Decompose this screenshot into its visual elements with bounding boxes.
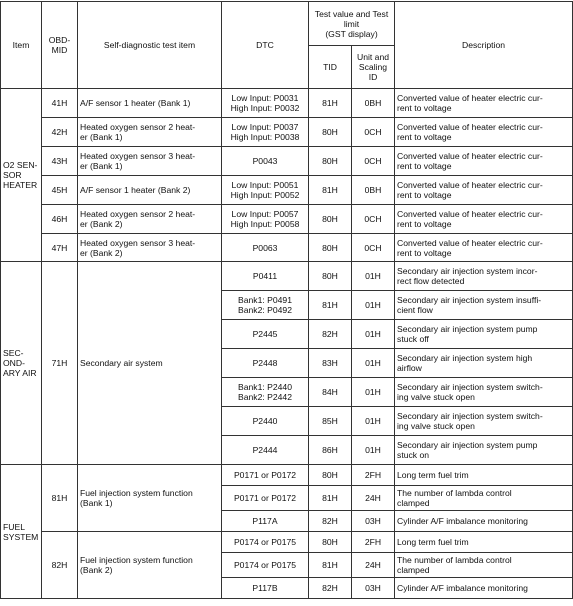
obd-mid-cell: 41H: [42, 89, 78, 118]
dtc-cell: P2440: [222, 407, 309, 436]
description-cell: Converted value of heater electric cur- rent to voltage: [395, 89, 573, 118]
tid-cell: 80H: [309, 118, 352, 147]
dtc-cell: P0174 or P0175: [222, 532, 309, 553]
dtc-cell: P0171 or P0172: [222, 465, 309, 486]
unit-cell: 03H: [352, 511, 395, 532]
item-secondary-air: SEC- OND- ARY AIR: [1, 262, 42, 465]
unit-cell: 0CH: [352, 205, 395, 234]
dtc-cell: Low Input: P0031 High Input: P0032: [222, 89, 309, 118]
header-dtc: DTC: [222, 2, 309, 89]
tid-cell: 85H: [309, 407, 352, 436]
diagnostic-table: [0, 1, 573, 599]
unit-cell: 01H: [352, 436, 395, 465]
obd-mid-cell: 47H: [42, 234, 78, 262]
test-item-cell: Secondary air system: [78, 262, 222, 465]
table-row: [1, 147, 573, 176]
dtc-cell: P2448: [222, 349, 309, 378]
description-cell: Converted value of heater electric cur- rent to voltage: [395, 147, 573, 176]
dtc-cell: Bank1: P2440 Bank2: P2442: [222, 378, 309, 407]
table-row: [1, 465, 573, 486]
test-item-cell: Fuel injection system function (Bank 2): [78, 532, 222, 599]
unit-cell: 01H: [352, 407, 395, 436]
description-cell: Converted value of heater electric cur- rent to voltage: [395, 176, 573, 205]
unit-cell: 24H: [352, 486, 395, 511]
tid-cell: 84H: [309, 378, 352, 407]
dtc-cell: Bank1: P0491 Bank2: P0492: [222, 291, 309, 320]
dtc-cell: P117A: [222, 511, 309, 532]
dtc-cell: P0411: [222, 262, 309, 291]
tid-cell: 81H: [309, 553, 352, 578]
description-cell: The number of lambda control clamped: [395, 486, 573, 511]
obd-mid-cell: 43H: [42, 147, 78, 176]
unit-cell: 01H: [352, 320, 395, 349]
dtc-cell: P2444: [222, 436, 309, 465]
dtc-cell: P0174 or P0175: [222, 553, 309, 578]
obd-mid-cell: 46H: [42, 205, 78, 234]
description-cell: Long term fuel trim: [395, 465, 573, 486]
tid-cell: 80H: [309, 147, 352, 176]
description-cell: Secondary air injection system pump stuck off: [395, 320, 573, 349]
tid-cell: 80H: [309, 532, 352, 553]
header-unit: Unit and Scaling ID: [352, 46, 395, 89]
tid-cell: 86H: [309, 436, 352, 465]
tid-cell: 81H: [309, 176, 352, 205]
dtc-cell: P2445: [222, 320, 309, 349]
tid-cell: 80H: [309, 234, 352, 262]
test-item-cell: Heated oxygen sensor 3 heat- er (Bank 2): [78, 234, 222, 262]
obd-mid-cell: 82H: [42, 532, 78, 599]
test-item-cell: A/F sensor 1 heater (Bank 2): [78, 176, 222, 205]
description-cell: Secondary air injection system switch- ing valve stuck open: [395, 378, 573, 407]
dtc-cell: P0171 or P0172: [222, 486, 309, 511]
test-item-cell: Heated oxygen sensor 3 heat- er (Bank 1): [78, 147, 222, 176]
table-row: [1, 262, 573, 291]
tid-cell: 80H: [309, 205, 352, 234]
obd-mid-cell: 42H: [42, 118, 78, 147]
tid-cell: 80H: [309, 262, 352, 291]
test-item-cell: Fuel injection system function (Bank 1): [78, 465, 222, 532]
dtc-cell: P0063: [222, 234, 309, 262]
table-row: [1, 118, 573, 147]
description-cell: Secondary air injection system high airflow: [395, 349, 573, 378]
header-description: Description: [395, 2, 573, 89]
description-cell: Converted value of heater electric cur- rent to voltage: [395, 234, 573, 262]
obd-mid-cell: 45H: [42, 176, 78, 205]
description-cell: Converted value of heater electric cur- rent to voltage: [395, 205, 573, 234]
obd-mid-cell: 71H: [42, 262, 78, 465]
dtc-cell: P0043: [222, 147, 309, 176]
test-item-cell: Heated oxygen sensor 2 heat- er (Bank 2): [78, 205, 222, 234]
dtc-cell: Low Input: P0057 High Input: P0058: [222, 205, 309, 234]
description-cell: Cylinder A/F imbalance monitoring: [395, 578, 573, 599]
tid-cell: 81H: [309, 291, 352, 320]
header-test-item: Self-diagnostic test item: [78, 2, 222, 89]
unit-cell: 01H: [352, 262, 395, 291]
item-fuel-system: FUEL SYSTEM: [1, 465, 42, 599]
obd-mid-cell: 81H: [42, 465, 78, 532]
table-row: [1, 532, 573, 553]
unit-cell: 03H: [352, 578, 395, 599]
test-item-cell: A/F sensor 1 heater (Bank 1): [78, 89, 222, 118]
table-row: [1, 176, 573, 205]
unit-cell: 01H: [352, 291, 395, 320]
header-item: Item: [1, 2, 42, 89]
tid-cell: 83H: [309, 349, 352, 378]
item-o2-sensor-heater: O2 SEN- SOR HEATER: [1, 89, 42, 262]
tid-cell: 80H: [309, 465, 352, 486]
table-row: [1, 205, 573, 234]
description-cell: Secondary air injection system pump stuck on: [395, 436, 573, 465]
unit-cell: 24H: [352, 553, 395, 578]
unit-cell: 0CH: [352, 234, 395, 262]
header-test-value: Test value and Test limit (GST display): [309, 2, 395, 46]
description-cell: Converted value of heater electric cur- rent to voltage: [395, 118, 573, 147]
test-item-cell: Heated oxygen sensor 2 heat- er (Bank 1): [78, 118, 222, 147]
tid-cell: 81H: [309, 486, 352, 511]
header-tid: TID: [309, 46, 352, 89]
description-cell: Secondary air injection system incor- rect flow detected: [395, 262, 573, 291]
description-cell: Cylinder A/F imbalance monitoring: [395, 511, 573, 532]
unit-cell: 0BH: [352, 89, 395, 118]
tid-cell: 82H: [309, 511, 352, 532]
dtc-cell: Low Input: P0051 High Input: P0052: [222, 176, 309, 205]
table-row: [1, 234, 573, 262]
unit-cell: 2FH: [352, 532, 395, 553]
header-obd-mid: OBD- MID: [42, 2, 78, 89]
description-cell: Long term fuel trim: [395, 532, 573, 553]
header-row: [1, 2, 573, 46]
dtc-cell: Low Input: P0037 High Input: P0038: [222, 118, 309, 147]
dtc-cell: P117B: [222, 578, 309, 599]
description-cell: The number of lambda control clamped: [395, 553, 573, 578]
unit-cell: 0CH: [352, 118, 395, 147]
tid-cell: 81H: [309, 89, 352, 118]
tid-cell: 82H: [309, 578, 352, 599]
unit-cell: 2FH: [352, 465, 395, 486]
unit-cell: 0BH: [352, 176, 395, 205]
unit-cell: 01H: [352, 349, 395, 378]
description-cell: Secondary air injection system insuffi- cient flow: [395, 291, 573, 320]
table-row: [1, 89, 573, 118]
unit-cell: 01H: [352, 378, 395, 407]
unit-cell: 0CH: [352, 147, 395, 176]
tid-cell: 82H: [309, 320, 352, 349]
description-cell: Secondary air injection system switch- ing valve stuck open: [395, 407, 573, 436]
